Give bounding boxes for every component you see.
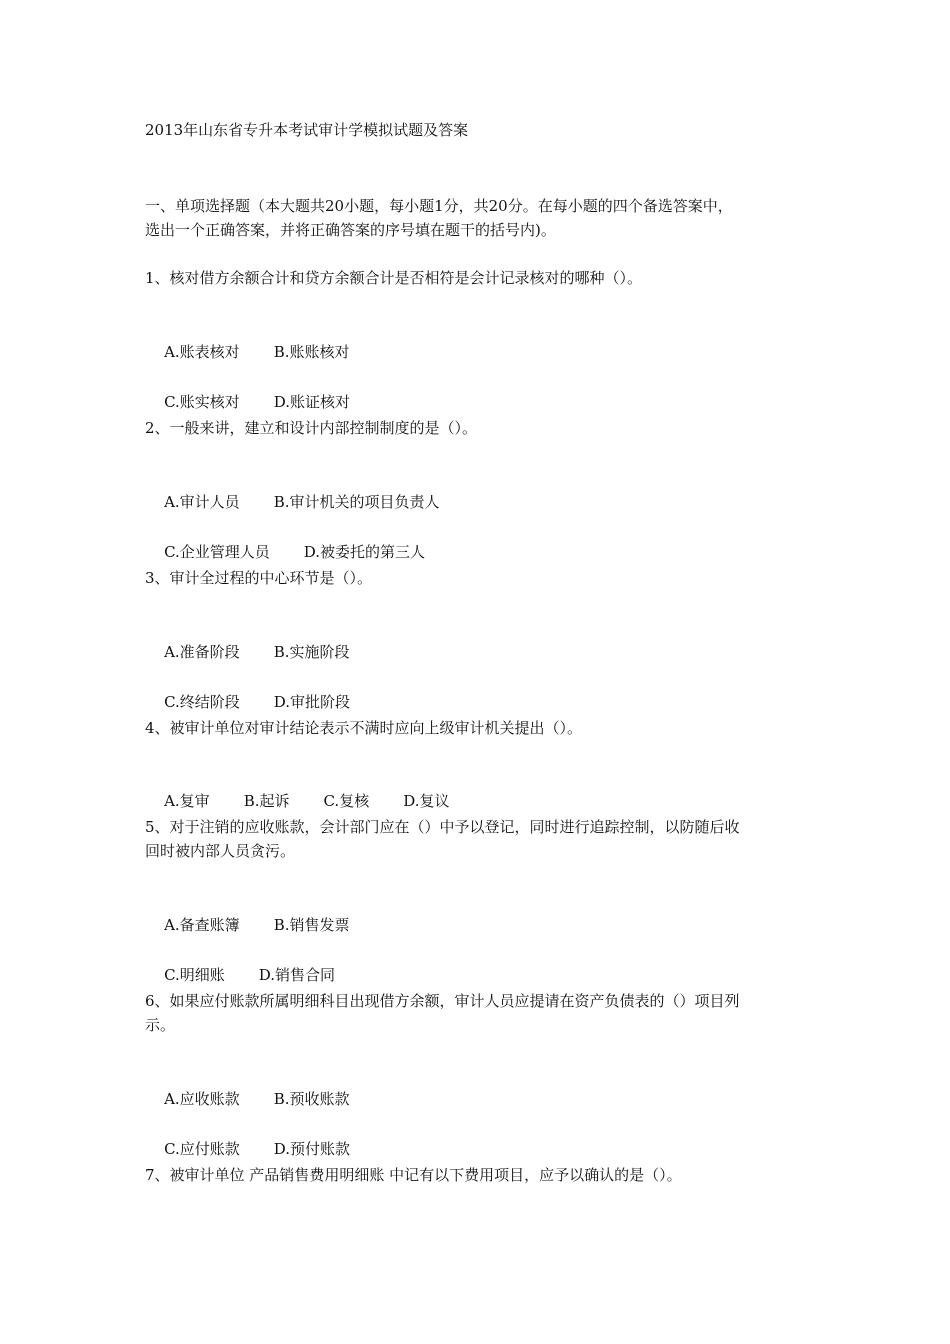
option-d: D.账证核对 [273,393,351,411]
question-4-stem: 4、被审计单位对审计结论表示不满时应向上级审计机关提出（）。 [145,719,583,737]
option-b: B.审计机关的项目负责人 [273,493,440,511]
option-a: A.备查账簿 [164,916,240,934]
option-b: B.实施阶段 [273,643,350,661]
option-a: A.准备阶段 [164,643,240,661]
option-b: B.起诉 [243,792,290,810]
option-d: D.复议 [403,792,450,810]
question-2-stem: 2、一般来讲，建立和设计内部控制制度的是（）。 [145,419,478,437]
document-title: 2013年山东省专升本考试审计学模拟试题及答案 [145,121,469,139]
section-heading-line-1: 一、单项选择题（本大题共20小题，每小题1分，共20分。在每小题的四个备选答案中， [145,197,733,215]
question-7-stem: 7、被审计单位 产品销售费用明细账 中记有以下费用项目，应予以确认的是（）。 [145,1166,682,1184]
option-d: D.被委托的第三人 [303,543,426,561]
option-b: B.销售发票 [273,916,350,934]
option-c: C.终结阶段 [164,693,240,711]
question-6-stem-line-2: 示。 [145,1016,176,1034]
section-heading-line-2: 选出一个正确答案，并将正确答案的序号填在题干的括号内)。 [145,221,556,239]
option-d: D.预付账款 [273,1140,351,1158]
question-6-stem-line-1: 6、如果应付账款所属明细科目出现借方余额，审计人员应提请在资产负债表的（）项目列 [145,992,740,1010]
option-c: C.企业管理人员 [164,543,270,561]
option-c: C.复核 [323,792,370,810]
option-b: B.预收账款 [273,1090,350,1108]
option-a: A.审计人员 [164,493,240,511]
question-5-stem-line-1: 5、对于注销的应收账款，会计部门应在（）中予以登记，同时进行追踪控制，以防随后收 [145,818,740,836]
option-a: A.账表核对 [164,343,240,361]
question-3-stem: 3、审计全过程的中心环节是（）。 [145,569,373,587]
option-c: C.明细账 [164,966,225,984]
option-c: C.账实核对 [164,393,240,411]
option-a: A.复审 [164,792,210,810]
option-a: A.应收账款 [164,1090,240,1108]
option-c: C.应付账款 [164,1140,240,1158]
option-d: D.销售合同 [258,966,336,984]
option-b: B.账账核对 [273,343,350,361]
question-1-stem: 1、核对借方余额合计和贷方余额合计是否相符是会计记录核对的哪种（）。 [145,269,643,287]
question-5-stem-line-2: 回时被内部人员贪污。 [145,842,296,860]
option-d: D.审批阶段 [273,693,351,711]
